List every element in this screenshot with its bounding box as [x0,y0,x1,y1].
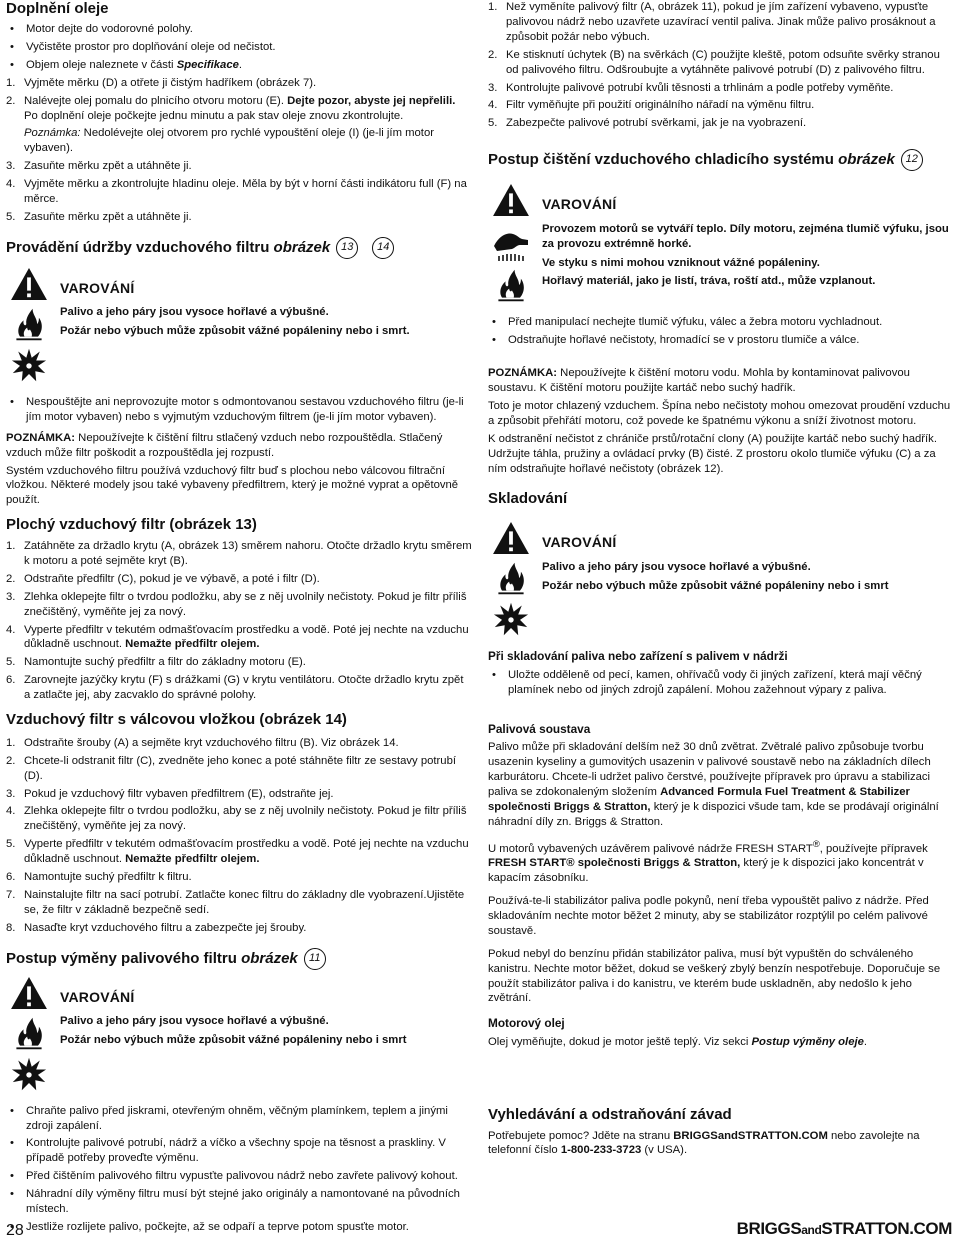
step-text: Vyjměte měrku a zkontrolujte hladinu oleje. Měla by být v horní části indikátoru full (F) na měrce. [24,178,467,206]
fuel-bullet-1: • Chraňte palivo před jiskrami, otevřeným ohněm, věčným plamínkem, teplem a jinými zdroji zapálení. [6,1104,472,1134]
flat-step-2 [6,572,472,587]
cyl-step-2 [6,754,472,784]
fire-icon [493,267,529,303]
step-text: Než vyměníte palivový filtr (A, obrázek 11), pokud je jím zařízení vybaveno, vypusťte palivovou nádrž nebo uzavřete uzavírací ventil paliva. Jinak může palivo prosáknout a způsobit požár nebo výbuch. [506,1,936,43]
warning-title: VAROVÁNÍ [542,196,617,213]
step-number: 7. [6,888,16,901]
oil-bullet-1: • Motor dejte do vodorovné polohy. [6,22,472,37]
cooling-paragraph-1: Toto je motor chlazený vzduchem. Špína nebo nečistoty mohou omezovat proudění vzduchu a způsobit přehřátí motoru, což povede ke špatnému výkonu a sníží životnost motoru. [488,399,951,427]
note-label: Poznámka: [24,127,81,140]
fire-icon [11,1015,47,1051]
cylinder-filter-title: Vzduchový filtr s válcovou vložkou (obrázek 14) [6,711,347,729]
para-text: Potřebujete pomoc? Jděte na stranu [488,1129,674,1142]
step-text: Nalévejte olej pomalu do plnicího otvoru motoru (E). [24,94,288,107]
fuel-filter-title-text: Postup výměny palivového filtru [6,949,237,967]
explosion-icon [11,1056,47,1092]
warning-line-1: Provozem motorů se vytváří teplo. Díly motoru, zejména tlumič výfuku, jsou za provozu extrémně horké. [542,222,949,250]
warning-box-storage [488,521,954,637]
warning-icons [488,183,534,303]
cooling-note [488,366,954,396]
step-caution: Nemažte předfiltr olejem. [125,853,260,866]
brand-part-b: and [801,1223,822,1237]
para-text-cont: nebo zavolejte na telefonní číslo [488,1129,920,1157]
registered-mark: ® [812,837,820,849]
step-text: Nasaďte kryt vzduchového filtru a zabezpečte jej šrouby. [24,921,307,934]
air-filter-title [6,237,472,259]
fuel-step-3 [488,81,954,96]
step-text: Chcete-li odstranit filtr (C), zvedněte jeho konec a poté stáhněte filtr ze sestavy potrubí (D). [24,754,457,782]
fuel-system-title: Palivová soustava [488,721,591,736]
oil-bullet-2: • Vyčistěte prostor pro doplňování oleje od nečistot. [6,40,472,55]
para-text: U motorů vybavených uzávěrem palivové nádrže FRESH START [488,842,813,855]
step-number: 1. [488,1,498,13]
warning-icons [488,521,534,637]
note-text: Nepoužívejte k čištění motoru vodu. Mohla by kontaminovat palivovou soustavu. K čištění motoru použijte kartáč nebo suchý hadřík. [488,367,910,394]
oil-step-4 [6,177,472,207]
step-text: Vyperte předfiltr v tekutém odmašťovacím prostředku a vodě. Poté jej nechte na vzduchu důkladně uschnout. [24,838,469,866]
para-text-cont: , používejte přípravek [819,842,928,855]
step-text: Zatáhněte za držadlo krytu (A, obrázek 13) směrem nahoru. Otočte držadlo krytu směrem k motoru a poté sejměte kryt (B). [24,539,472,567]
fuel-bullet-2: • Kontrolujte palivové potrubí, nádrž a víčko a všechny spoje na těsnost a praskliny. V případě potřeby proveďte výměnu. [6,1136,472,1166]
step-text: Zlehka oklepejte filtr o tvrdou podložku, aby se z něj uvolnily nečistoty. Pokud je filtr příliš znečištěný, vyměňte jej za nový. [24,805,467,833]
website-link[interactable]: BRIGGSandSTRATTON.COM [673,1129,828,1142]
storage-subtitle: Při skladování paliva nebo zařízení s palivem v nádrži [488,649,788,664]
note-label: POZNÁMKA: [6,431,76,444]
step-number: 3. [6,590,16,603]
step-number: 3. [488,81,498,94]
fuel-bullet-3: • Před čištěním palivového filtru vypusťte palivovou nádrž nebo zavřete palivový kohout. [6,1169,472,1184]
fuel-filter-title [6,948,472,970]
flat-step-6 [6,673,472,703]
warning-line-2: Požár nebo výbuch může způsobit vážné popáleniny nebo i smrt [60,1034,407,1047]
figure-badge-12: 12 [901,149,923,171]
step-text: Zarovnejte jazýčky krytu (F) s drážkami (G) v krytu ventilátoru. Otočte držadlo krytu zpět a zatlačte jej, aby zacvaklo do správné polohy. [24,674,464,702]
figure-word: obrázek [241,949,298,967]
step-number: 2. [6,94,16,107]
warning-icons [6,976,52,1092]
fuel-bullets [6,1104,472,1235]
cyl-step-6 [6,870,472,885]
flat-step-4 [6,623,472,653]
oil-change-link[interactable]: Postup výměny oleje [751,1035,864,1048]
figure-badge-11: 11 [304,948,326,970]
fuel-system-paragraph-1 [488,740,954,829]
figure-word: obrázek [838,151,895,169]
step-text: Zasuňte měrku zpět a utáhněte ji. [24,210,192,223]
step-number: 4. [6,805,16,818]
step-number: 4. [488,99,498,112]
step-text-cont: Po doplnění oleje počkejte jednu minutu a pak stav oleje znovu zkontrolujte. [24,109,404,122]
air-bullet: • Nespouštějte ani neprovozujte motor s odmontovanou sestavou vzduchového filtru (je-li jím motor vybaven) nebo s vyjmutým vzduchovým filtrem (je-li jím motor vybaven). [6,395,472,425]
storage-title: Skladování [488,490,568,508]
product-name: Advanced Formula Fuel Treatment & Stabilizer společnosti Briggs & Stratton, [488,785,910,813]
para-text-cont: který je k dispozici všude tam, kde se prodávají originální náhradní díly zn. Briggs & Stratton. [488,800,939,828]
para-text: Olej vyměňujte, dokud je motor ještě teplý. Viz sekci [488,1035,752,1048]
warning-line-1: Palivo a jeho páry jsou vysoce hořlavé a výbušné. [542,560,811,573]
fuel-bullet-5: • Jestliže rozlijete palivo, počkejte, až se odpaří a teprve potom spusťte motor. [6,1220,472,1235]
warning-line-1: Palivo a jeho páry jsou vysoce hořlavé a výbušné. [60,306,329,319]
figure-word: obrázek [273,238,331,256]
product-company: ® společnosti Briggs & Stratton, [566,857,741,870]
spec-link[interactable]: Specifikace [176,58,239,71]
oil-step-1 [6,76,472,91]
step-number: 3. [6,787,16,800]
step-text: Vyjměte měrku (D) a otřete ji čistým hadříkem (obrázek 7). [24,76,317,89]
step-caution: Nemažte předfiltr olejem. [125,638,260,651]
oil-step-2 [6,94,472,124]
step-text: Nainstalujte filtr na sací potrubí. Zatlačte konec filtru do základny dle vyobrazení.Ujistěte se, že filtr v základně bezpečně sedí. [24,888,465,916]
step-text: Odstraňte šrouby (A) a sejměte kryt vzduchového filtru (B). Viz obrázek 14. [24,736,399,749]
page-number: 28 [6,1222,24,1239]
warning-text [52,976,407,1052]
note-text: Nepoužívejte k čištění filtru stlačený vzduch nebo rozpouštědla. Stlačený vzduch může filtr poškodit a rozpouštědla jej rozpustí. [6,431,443,459]
note-label: POZNÁMKA: [488,367,558,380]
left-column [6,0,472,1238]
step-number: 1. [6,76,16,89]
storage-bullet: • Uložte odděleně od pecí, kamen, ohřívačů vody či jiných zařízení, která mají věčný plamínek nebo od jiných zdrojů zapálení. Mohou zažehnout výpary z paliva. [488,668,954,698]
explosion-icon [11,347,47,383]
oil-step-5 [6,210,472,225]
cyl-step-1 [6,736,472,751]
cooling-title-text: Postup čištění vzduchového chladicího systému [488,151,834,169]
explosion-icon [493,601,529,637]
fuel-system-paragraph-4: Pokud nebyl do benzínu přidán stabilizátor paliva, musí být vypuštěn do schváleného kanistru. Nechte motor běžet, dokud se veškerý zbylý benzín nespotřebuje. Doporučuje se použít stabilizátor paliva i do kanistru, ve kterém bude uskladněn, aby nedošlo k jeho zvětrání. [488,947,941,1005]
step-number: 3. [6,160,16,173]
warning-line-2: Požár nebo výbuch může způsobit vážné popáleniny nebo i smrt [542,579,889,592]
flat-step-3 [6,590,472,620]
oil-bullets [6,22,472,73]
step-text: Odstraňte předfiltr (C), pokud je ve výbavě, a poté i filtr (D). [24,572,320,585]
step-number: 6. [6,674,16,687]
warning-triangle-icon [492,183,530,217]
warning-line-2: Požár nebo výbuch může způsobit vážné popáleniny nebo i smrt. [60,325,410,338]
step-number: 2. [6,754,16,767]
warning-text [534,183,954,293]
warning-line-1: Palivo a jeho páry jsou vysoce hořlavé a výbušné. [60,1015,329,1028]
warning-icons [6,267,52,383]
step-text: Zabezpečte palivové potrubí svěrkami, jak je na vyobrazení. [506,117,807,130]
fuel-bullet-4: • Náhradní díly výměny filtru musí být stejné jako originály a namontované na původních místech. [6,1187,472,1217]
cooling-bullet-1: • Před manipulací nechejte tlumič výfuku, válec a žebra motoru vychladnout. [488,315,954,330]
motor-oil-title: Motorový olej [488,1016,565,1031]
air-filter-title-text: Provádění údržby vzduchového filtru [6,238,270,256]
right-column [488,0,954,1161]
step-number: 2. [488,48,498,61]
para-text: Palivo může při skladování delším než 30 dnů zvětrat. Zvětralé palivo způsobuje tvorbu usazenin kyseliny a gumovitých usazenin v palivové soustavě nebo na základních dílech karburátoru. Chcete-li udržet palivo čerstvé, používejte přípravek pro úpravu a stabilizaci paliva se zdokonaleným složením [488,741,931,798]
cyl-step-3 [6,787,472,802]
warning-triangle-icon [10,976,48,1010]
para-dot: . [863,1035,868,1048]
troubleshooting-paragraph [488,1129,954,1159]
cyl-step-4 [6,804,472,834]
phone-number[interactable]: 1-800-233-3723 [560,1144,642,1157]
warning-triangle-icon [10,267,48,301]
warning-title: VAROVÁNÍ [60,279,135,296]
warning-line-2: Ve styku s nimi mohou vzniknout vážné popáleniny. [542,256,820,269]
step-number: 5. [6,838,16,851]
step-caution: Dejte pozor, abyste jej nepřelili. [287,94,456,107]
cyl-step-8 [6,921,472,936]
fire-icon [493,560,529,596]
brand-part-d: .COM [909,1219,952,1238]
oil-note [6,126,472,156]
oil-section-title: Doplnění oleje [6,0,109,17]
step-text: Vyperte předfiltr v tekutém odmašťovacím prostředku a vodě. Poté jej nechte na vzduchu důkladně uschnout. [24,623,469,651]
air-paragraph: Systém vzduchového filtru používá vzduchový filtr buď s plochou nebo válcovou filtrační vložkou. Některé modely jsou také vybaveny předfiltrem, který je možné vyprat a opětovně použít. [6,464,459,507]
step-text: Namontujte suchý předfiltr k filtru. [24,871,192,884]
warning-box-fuel-2 [6,976,472,1092]
fuel-step-2 [488,48,954,78]
flat-step-5 [6,655,472,670]
warning-box-hot [488,183,954,303]
warning-text [52,267,410,343]
warning-line-3: Hořlavý materiál, jako je listí, tráva, roští atd., může vzplanout. [542,275,876,288]
troubleshooting-title: Vyhledávání a odstraňování závad [488,1105,732,1123]
step-number: 1. [6,539,16,552]
cyl-step-7 [6,888,472,918]
motor-oil-paragraph [488,1035,954,1050]
fuel-system-paragraph-3: Používá-te-li stabilizátor paliva podle pokynů, není třeba vypouštět palivo z nádrže. Před skladováním nechte motor běžet 2 minuty, aby se stabilizátor rozptýlil po celém palivové soustavě. [488,895,929,937]
cooling-bullet-2: • Odstraňujte hořlavé nečistoty, hromadící se v prostoru tlumiče a válce. [488,333,954,348]
para-text-end: (v USA). [641,1144,688,1157]
figure-badge-13: 13 [336,237,358,259]
step-number: 1. [6,736,16,749]
figure-badge-14: 14 [372,237,394,259]
para-text-end: který je k dispozici jako koncentrát v kapacím zásobníku. [488,857,924,885]
flat-step-1 [6,539,472,569]
flat-filter-title: Plochý vzduchový filtr (obrázek 13) [6,516,257,534]
step-text: Zlehka oklepejte filtr o tvrdou podložku, aby se z něj uvolnily nečistoty. Pokud je filtr příliš znečištěný, vyměňte jej za nový. [24,590,467,618]
fire-icon [11,306,47,342]
step-number: 6. [6,871,16,884]
step-number: 5. [488,117,498,130]
step-number: 5. [6,210,16,223]
brand-part-c: STRATTON [821,1219,910,1238]
step-text: Namontujte suchý předfiltr a filtr do základny motoru (E). [24,656,306,669]
oil-step-3 [6,159,472,174]
warning-title: VAROVÁNÍ [60,988,135,1005]
note-text: Nedolévejte olej otvorem pro rychlé vypouštění oleje (I) (je-li jím motor vybaven). [24,127,434,155]
step-text: Kontrolujte palivové potrubí kvůli těsnosti a trhlinám a podle potřeby vyměňte. [506,81,894,94]
cooling-paragraph-2: K odstranění nečistot z chrániče prstů/rotační clony (A) použijte kartáč nebo suchý hadřík. Udržujte táhla, pružiny a ovládací prvky (B) čisté. Z prostoru okolo tlumiče výfuku (C) a za ním odstraňujte hořlavé nečistoty (obrázek 12). [488,432,937,475]
warning-text [534,521,889,597]
fuel-step-4 [488,98,954,113]
brand-footer [737,1218,952,1240]
warning-triangle-icon [492,521,530,555]
fuel-step-5 [488,116,954,131]
warning-title: VAROVÁNÍ [542,534,617,551]
step-text: Ke stisknutí úchytek (B) na svěrkách (C) použijte kleště, potom odsuňte svěrky stranou od palivového filtru. Odšroubujte a vytáhněte palivové potrubí (D) z palivového filtru. [506,48,940,76]
oil-bullet-3-text: Objem oleje naleznete v části [26,58,177,71]
product-name: FRESH START [488,857,567,870]
step-number: 4. [6,623,16,636]
cooling-bullets [488,315,954,348]
oil-bullet-3 [6,58,472,73]
step-number: 4. [6,178,16,191]
hot-surface-icon [491,222,531,262]
fuel-step-1 [488,0,954,45]
air-note [6,431,472,461]
step-text: Pokud je vzduchový filtr vybaven předfiltrem (E), odstraňte jej. [24,787,334,800]
cyl-step-5 [6,837,472,867]
brand-part-a: BRIGGS [736,1219,802,1238]
fuel-system-paragraph-2 [488,838,954,886]
warning-box-fuel-1 [6,267,472,383]
step-number: 2. [6,572,16,585]
cooling-title [488,149,954,171]
step-text: Zasuňte měrku zpět a utáhněte ji. [24,160,192,173]
step-number: 8. [6,921,16,934]
oil-bullet-3-dot: . [238,58,243,71]
step-text: Filtr vyměňujte při použití originálního nářadí na výměnu filtru. [506,99,815,112]
step-number: 5. [6,656,16,669]
